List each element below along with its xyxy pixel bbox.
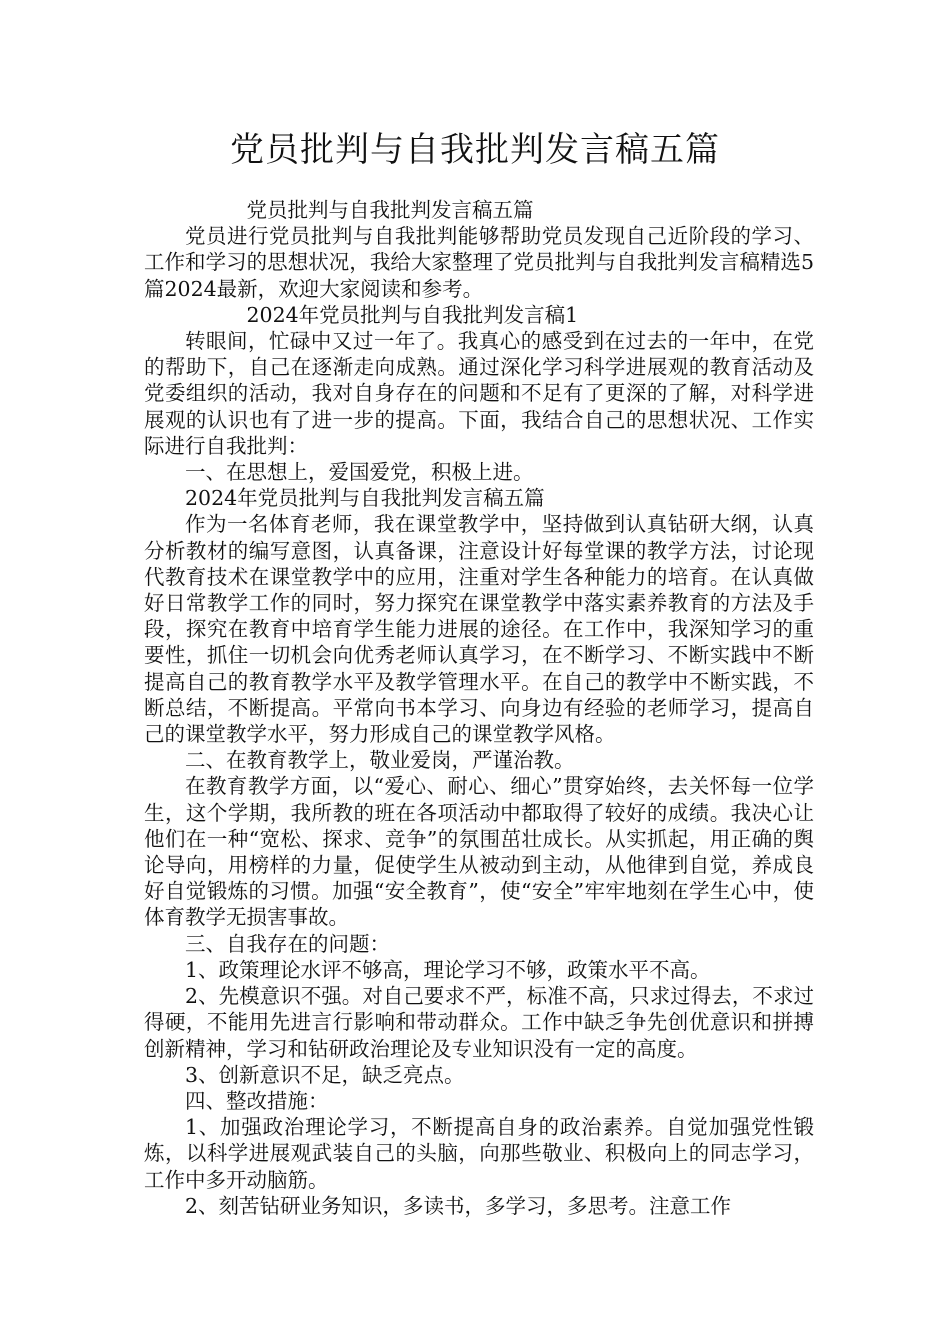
list-item: 2、刻苦钻研业务知识，多读书，多学习，多思考。注意工作 bbox=[185, 1193, 732, 1218]
list-item: 2、先模意识不强。对自己要求不严，标准不高，只求过得去，不求过得硬，不能用先进言行影响和带动群众。工作中缺乏争先创优意识和拼搏创新精神，学习和钻研政治理论及专业知识没有一定的高度。 bbox=[144, 984, 814, 1061]
paragraph: 作为一名体育老师，我在课堂教学中，坚持做到认真钻研大纲，认真分析教材的编写意图，认真备课，注意设计好每堂课的教学方法，讨论现代教育技术在课堂教学中的应用，注重对学生各种能力的培育。在认真做好日常教学工作的同时，努力探究在课堂教学中落实素养教育的方法及手段，探究在教育中培育学生能力进展的途径。在工作中，我深知学习的重要性，抓住一切机会向优秀老师认真学习，在不断学习、不断实践中不断提高自己的教育教学水平及教学管理水平。在自己的教学中不断实践，不断总结，不断提高。平常向书本学习、向身边有经验的老师学习，提高自己的课堂教学水平，努力形成自己的课堂教学风格。 bbox=[144, 512, 814, 747]
paragraph: 转眼间，忙碌中又过一年了。我真心的感受到在过去的一年中，在党的帮助下，自己在逐渐走向成熟。通过深化学习科学进展观的教育活动及党委组织的活动，我对自身存在的问题和不足有了更深的了解，对科学进展观的认识也有了进一步的提高。下面，我结合自己的思想状况、工作实际进行自我批判： bbox=[144, 329, 814, 458]
section-heading: 2024年党员批判与自我批判发言稿1 bbox=[246, 302, 579, 327]
section-heading: 三、自我存在的问题： bbox=[185, 931, 390, 956]
section-heading: 一、在思想上，爱国爱党，积极上进。 bbox=[185, 460, 534, 485]
subtitle-paragraph: 党员批判与自我批判发言稿五篇 bbox=[246, 198, 534, 222]
paragraph: 在教育教学方面，以“爱心、耐心、细心”贯穿始终，去关怀每一位学生，这个学期，我所教的班在各项活动中都取得了较好的成绩。我决心让他们在一种“宽松、探求、竞争”的氛围茁壮成长。从实抓起，用正确的舆论导向，用榜样的力量，促使学生从被动到主动，从他律到自觉，养成良好自觉锻炼的习惯。加强“安全教育”，使“安全”牢牢地刻在学生心中，使体育教学无损害事故。 bbox=[144, 774, 814, 930]
section-heading: 2024年党员批判与自我批判发言稿五篇 bbox=[185, 486, 545, 511]
list-item: 1、政策理论水评不够高，理论学习不够，政策水平不高。 bbox=[185, 957, 711, 982]
section-heading: 四、整改措施： bbox=[185, 1088, 329, 1113]
list-item: 1、加强政治理论学习，不断提高自身的政治素养。自觉加强党性锻炼，以科学进展观武装自己的头脑，向那些敬业、积极向上的同志学习，工作中多开动脑筋。 bbox=[144, 1115, 814, 1192]
section-heading: 二、在教育教学上，敬业爱岗，严谨治教。 bbox=[185, 748, 575, 773]
intro-paragraph: 党员进行党员批判与自我批判能够帮助党员发现自己近阶段的学习、工作和学习的思想状况，我给大家整理了党员批判与自我批判发言稿精选5篇2024最新，欢迎大家阅读和参考。 bbox=[144, 224, 814, 301]
document-body bbox=[144, 197, 814, 1219]
document-title: 党员批判与自我批判发言稿五篇 bbox=[230, 130, 720, 170]
list-item: 3、创新意识不足，缺乏亮点。 bbox=[185, 1062, 465, 1087]
